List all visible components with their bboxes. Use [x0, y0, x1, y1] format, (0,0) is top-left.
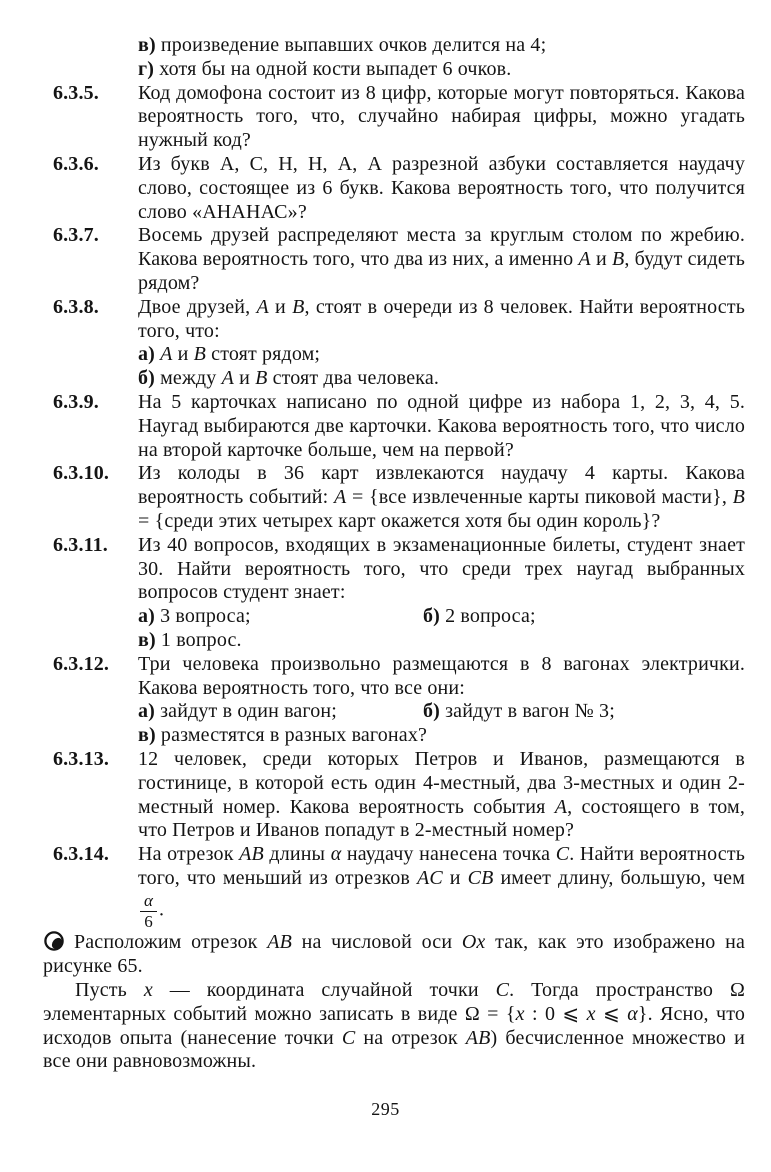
solution-marker-icon	[43, 930, 67, 952]
problem-6-3-7	[53, 224, 745, 295]
math-variable: α	[330, 843, 342, 866]
problem-number: 6.3.12.	[53, 652, 110, 675]
math-variable: C	[555, 843, 570, 866]
sub-item	[138, 605, 423, 629]
problem-text: Код домофона состоит из 8 цифр, которые могут повторяться. Какова вероятность того, что, случайно набирая цифры, можно угадать нужный код?	[138, 81, 745, 152]
fraction	[140, 891, 157, 931]
sub-item	[138, 34, 745, 58]
item-text: 3 вопроса;	[160, 605, 251, 628]
problem-6-3-9	[53, 391, 745, 462]
sub-item	[423, 700, 745, 724]
sub-item	[138, 724, 745, 748]
item-label: в)	[138, 724, 156, 747]
problem-number: 6.3.5.	[53, 81, 99, 104]
math-variable: AB	[239, 843, 264, 866]
math-variable: AB	[465, 1026, 491, 1049]
math-variable: A	[334, 486, 347, 509]
math-variable: A	[554, 795, 568, 818]
math-variable: C	[341, 1026, 356, 1049]
problem-6-3-12	[53, 653, 745, 701]
math-variable: x	[515, 1002, 525, 1025]
sub-item	[138, 367, 745, 391]
item-label: а)	[138, 605, 155, 628]
math-variable: B	[292, 295, 305, 318]
problem-number: 6.3.6.	[53, 152, 99, 175]
math-variable: AC	[416, 866, 443, 889]
math-variable: Ox	[461, 931, 486, 954]
sub-item	[138, 700, 423, 724]
sub-item	[138, 629, 745, 653]
math-variable: x	[143, 978, 153, 1001]
math-variable: A	[578, 248, 591, 271]
problem-number: 6.3.13.	[53, 747, 110, 770]
problem-number: 6.3.7.	[53, 224, 99, 247]
fraction-denominator: 6	[144, 911, 153, 931]
problem-text: Три человека произвольно размещаются в 8 вагонах электрички. Какова вероятность того, что все они:	[138, 652, 745, 699]
math-variable: A	[160, 343, 173, 366]
math-variable: CB	[467, 866, 494, 889]
problem-6-3-8	[53, 296, 745, 344]
item-label: б)	[423, 605, 440, 628]
math-variable: B	[255, 367, 268, 390]
math-variable: B	[193, 343, 207, 366]
problem-6-3-11	[53, 534, 745, 605]
sub-item	[138, 58, 745, 82]
item-label: а)	[138, 343, 155, 366]
problem-text: Из колоды в 36 карт извлекаются наудачу 4 карты. Какова вероятность событий: A = {все извлеченные карты пиковой масти}, B = {среди этих четырех карт окажется хотя бы один король}?	[138, 462, 745, 532]
sub-item-row	[138, 605, 745, 629]
problem-text: Восемь друзей распределяют места за круглым столом по жребию. Какова вероятность того, что два из них, а именно A и B, будут сидеть рядом?	[138, 224, 746, 294]
problem-text: На 5 карточках написано по одной цифре из набора 1, 2, 3, 4, 5. Наугад выбираются две карточки. Какова вероятность того, что число на второй карточке больше, чем на первой?	[138, 390, 745, 461]
item-text: произведение выпавших очков делится на 4;	[160, 34, 547, 56]
problem-number: 6.3.8.	[53, 295, 99, 318]
item-text: между A и B стоят два человека.	[160, 367, 440, 390]
problem-text: Двое друзей, A и B, стоят в очереди из 8 человек. Найти вероятность того, что:	[138, 295, 745, 342]
math-variable: x	[586, 1002, 596, 1025]
problem-number: 6.3.9.	[53, 390, 99, 413]
solution-marker-glyph	[43, 930, 67, 952]
problem-6-3-10	[53, 462, 745, 533]
body-paragraph: Пусть x — координата случайной точки C. Тогда пространство Ω элементарных событий можно записать в виде Ω = {x : 0 ⩽ x ⩽ α}. Ясно, что исходов опыта (нанесение точки C на отрезок AB) бесчисленное множество и все они равновозможны.	[43, 978, 745, 1073]
math-variable: B	[611, 248, 625, 271]
item-text: A и B стоят рядом;	[160, 343, 321, 366]
problem-number: 6.3.11.	[53, 533, 108, 556]
item-label: в)	[138, 628, 156, 651]
math-variable: B	[732, 486, 745, 509]
sub-item	[138, 343, 745, 367]
problem-text: На отрезок AB длины α наудачу нанесена точка C. Найти вероятность того, что меньший из отрезков AC и CB имеет длину, большую, чем $\frac{\alpha}{6}$ .	[138, 843, 746, 931]
problem-text: Из 40 вопросов, входящих в экзаменационные билеты, студент знает 30. Найти вероятность того, что среди трех наугад выбранных вопросов студент знает:	[138, 533, 745, 604]
item-label: б)	[423, 700, 440, 723]
problem-text: Из букв А, С, Н, Н, А, А разрезной азбуки составляется наудачу слово, состоящее из 6 букв. Какова вероятность того, что получится слово «АНАНАС»?	[138, 152, 745, 223]
item-text: зайдут в вагон № 3;	[445, 700, 615, 723]
item-text: зайдут в один вагон;	[160, 700, 337, 723]
problem-6-3-6	[53, 153, 745, 224]
item-text: хотя бы на одной кости выпадет 6 очков.	[159, 57, 512, 80]
problem-number: 6.3.14.	[53, 843, 110, 866]
problem-number: 6.3.10.	[53, 462, 110, 485]
item-label: в)	[138, 34, 156, 56]
item-label: б)	[138, 367, 155, 390]
page-content	[43, 34, 746, 1074]
item-text: 2 вопроса;	[445, 605, 536, 628]
math-variable: α	[627, 1002, 638, 1025]
math-variable: A	[256, 295, 269, 318]
solution-paragraph	[43, 930, 745, 979]
problem-text: 12 человек, среди которых Петров и Иванов, размещаются в гостинице, в которой есть один 4-местный, два 3-местных и один 2-местный номер. Какова вероятность события A, состоящего в том, что Петров и Иванов попадут в 2-местный номер?	[138, 747, 746, 842]
sub-item-row	[138, 700, 745, 724]
math-variable: A	[221, 367, 234, 390]
item-label: а)	[138, 700, 155, 723]
problem-6-3-13	[53, 748, 745, 843]
problem-6-3-14	[53, 843, 745, 930]
page-number: 295	[371, 1099, 400, 1119]
math-variable: AB	[267, 931, 292, 954]
item-label: г)	[138, 57, 155, 80]
solution-text: Расположим отрезок AB на числовой оси Ox так, как это изображено на рисунке 65.	[43, 931, 745, 978]
item-text: 1 вопрос.	[160, 628, 242, 651]
sub-item	[423, 605, 745, 629]
fraction-numerator: α	[140, 891, 157, 912]
problem-6-3-5	[53, 82, 745, 153]
item-text: разместятся в разных вагонах?	[160, 724, 427, 747]
math-variable: C	[495, 978, 510, 1001]
